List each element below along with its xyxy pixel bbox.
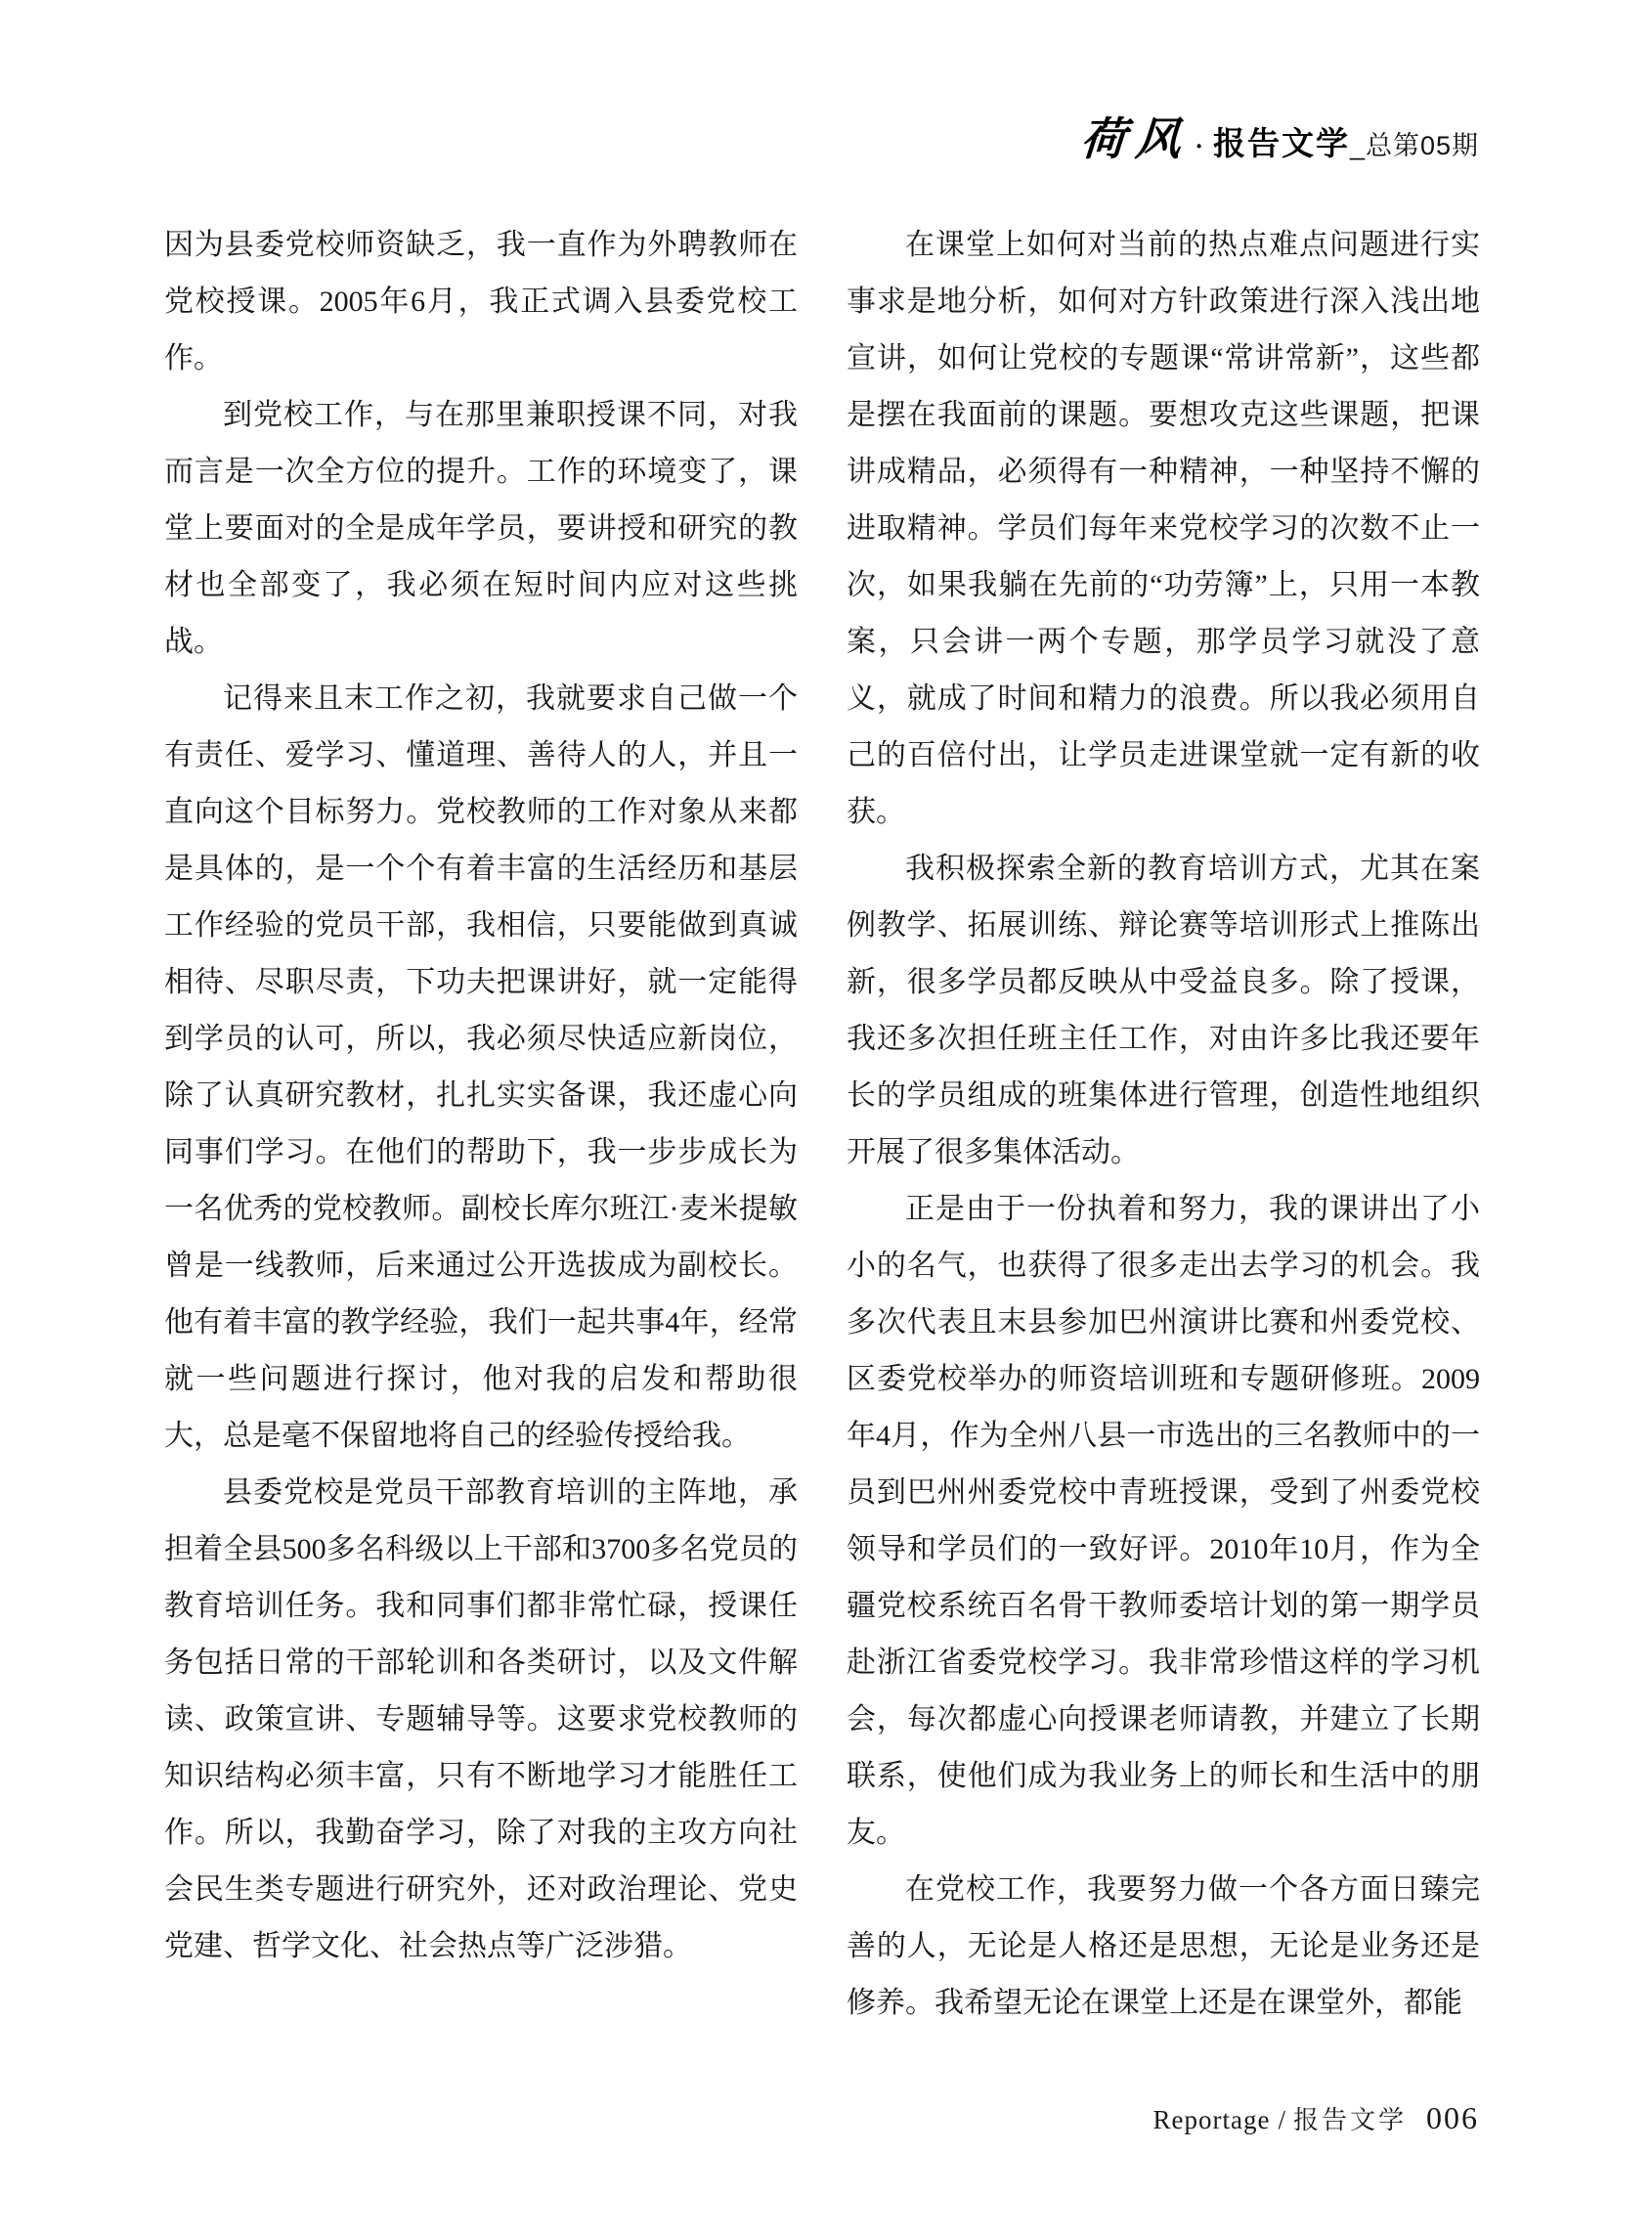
magazine-header: [1081, 104, 1479, 168]
footer-separator-slash: /: [1278, 2105, 1285, 2134]
paragraph: 我积极探索全新的教育培训方式，尤其在案例教学、拓展训练、辩论赛等培训形式上推陈出新，很多学员都反映从中受益良多。除了授课，我还多次担任班主任工作，对由许多比我还要年长的学员组成的班集体进行管理，创造性地组织开展了很多集体活动。: [847, 853, 1480, 1168]
left-text-column: [164, 217, 798, 1975]
paragraph: 在党校工作，我要努力做一个各方面日臻完善的人，无论是人格还是思想，无论是业务还是修养。我希望无论在课堂上还是在课堂外，都能: [847, 1873, 1480, 2019]
header-issue-number: _总第05期: [1349, 131, 1479, 160]
header-section-title: 报告文学: [1212, 125, 1350, 161]
paragraph: 到党校工作，与在那里兼职授课不同，对我而言是一次全方位的提升。工作的环境变了，课堂上要面对的全是成年学员，要讲授和研究的教材也全部变了，我必须在短时间内应对这些挑战。: [164, 399, 798, 658]
magazine-brand-logo: 荷风: [1079, 114, 1193, 164]
header-separator-dot: ·: [1195, 132, 1203, 160]
paragraph: 县委党校是党员干部教育培训的主阵地，承担着全县500多名科级以上干部和3700多名党员的教育培训任务。我和同事们都非常忙碌，授课任务包括日常的干部轮训和各类研讨，以及文件解读、政策宣讲、专题辅导等。这要求党校教师的知识结构必须丰富，只有不断地学习才能胜任工作。所以，我勤奋学习，除了对我的主攻方向社会民生类专题进行研究外，还对政治理论、党史党建、哲学文化、社会热点等广泛涉猎。: [164, 1476, 798, 1962]
right-text-column: [847, 217, 1480, 2032]
page-footer: [1153, 2100, 1479, 2136]
paragraph: 因为县委党校师资缺乏，我一直作为外聘教师在党校授课。2005年6月，我正式调入县委党校工作。: [164, 229, 798, 374]
footer-page-number: 006: [1426, 2100, 1479, 2135]
paragraph: 记得来且末工作之初，我就要求自己做一个有责任、爱学习、懂道理、善待人的人，并且一直向这个目标努力。党校教师的工作对象从来都是具体的，是一个个有着丰富的生活经历和基层工作经验的党员干部，我相信，只要能做到真诚相待、尽职尽责，下功夫把课讲好，就一定能得到学员的认可，所以，我必须尽快适应新岗位，除了认真研究教材，扎扎实实备课，我还虚心向同事们学习。在他们的帮助下，我一步步成长为一名优秀的党校教师。副校长库尔班江·麦米提敏曾是一线教师，后来通过公开选拔成为副校长。他有着丰富的教学经验，我们一起共事4年，经常就一些问题进行探讨，他对我的启发和帮助很大，总是毫不保留地将自己的经验传授给我。: [164, 682, 798, 1452]
paragraph: 在课堂上如何对当前的热点难点问题进行实事求是地分析，如何对方针政策进行深入浅出地宣讲，如何让党校的专题课“常讲常新”，这些都是摆在我面前的课题。要想攻克这些课题，把课讲成精品，必须得有一种精神，一种坚持不懈的进取精神。学员们每年来党校学习的次数不止一次，如果我躺在先前的“功劳簿”上，只用一本教案，只会讲一两个专题，那学员学习就没了意义，就成了时间和精力的浪费。所以我必须用自己的百倍付出，让学员走进课堂就一定有新的收获。: [847, 229, 1480, 828]
footer-section-english: Reportage: [1152, 2105, 1271, 2134]
footer-section-chinese: 报告文学: [1292, 2106, 1407, 2134]
paragraph: 正是由于一份执着和努力，我的课讲出了小小的名气，也获得了很多走出去学习的机会。我多次代表且末县参加巴州演讲比赛和州委党校、区委党校举办的师资培训班和专题研修班。2009年4月，作为全州八县一市选出的三名教师中的一员到巴州州委党校中青班授课，受到了州委党校领导和学员们的一致好评。2010年10月，作为全疆党校系统百名骨干教师委培计划的第一期学员赴浙江省委党校学习。我非常珍惜这样的学习机会，每次都虚心向授课老师请教，并建立了长期联系，使他们成为我业务上的师长和生活中的朋友。: [847, 1193, 1480, 1849]
